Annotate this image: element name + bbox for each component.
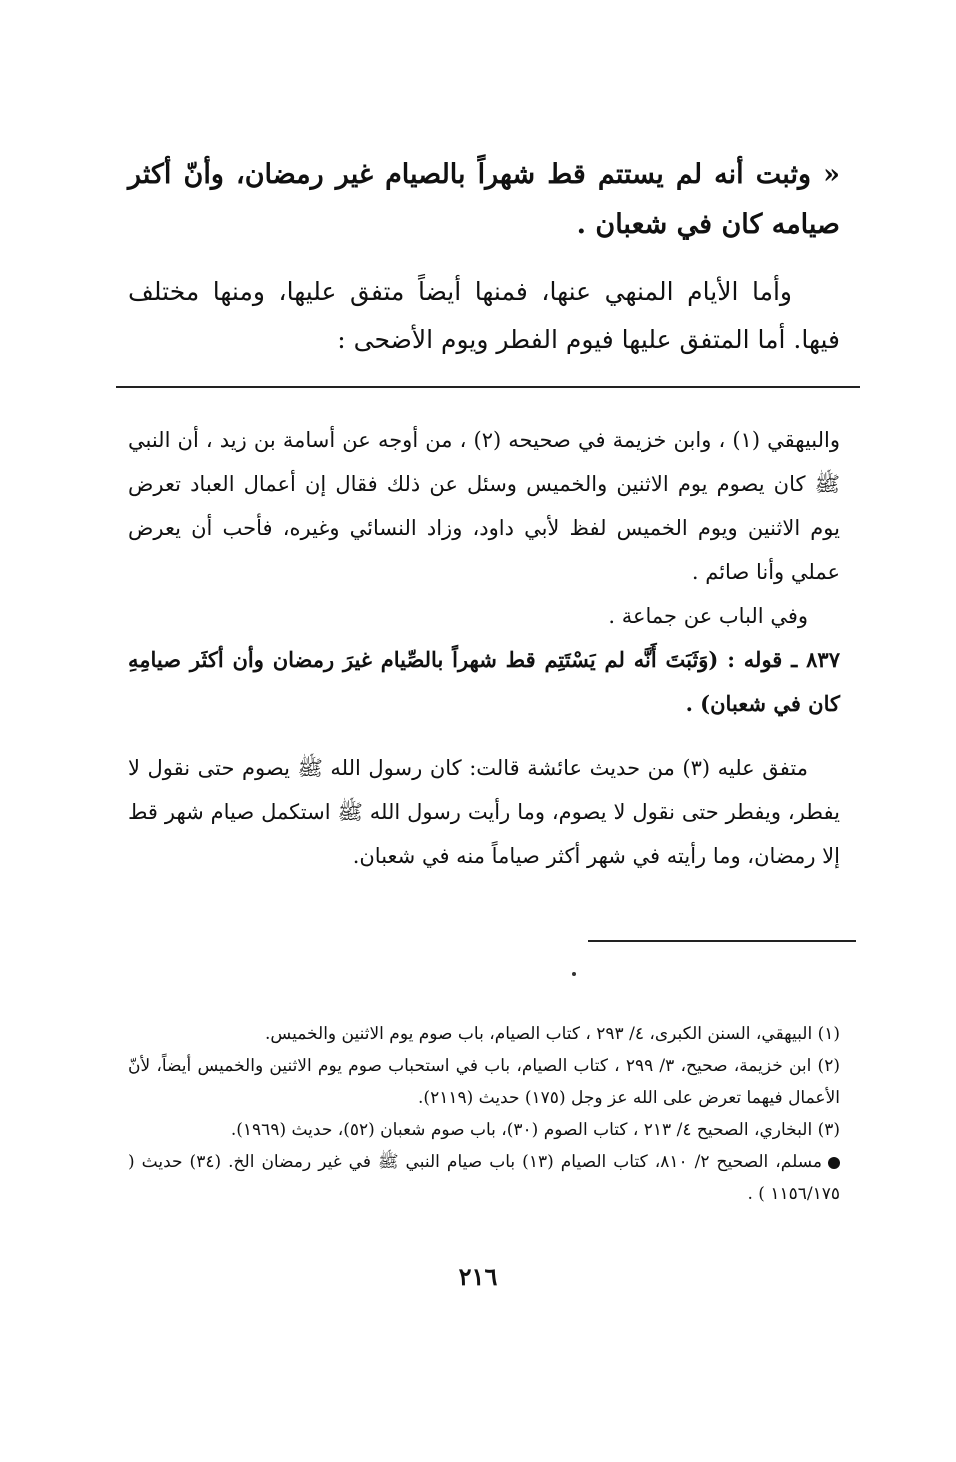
stray-dot: [572, 972, 576, 976]
page-number: ٢١٦: [458, 1262, 498, 1291]
main-paragraph: وأما الأيام المنهي عنها، فمنها أيضاً متفق عليها، ومنها مختلف فيها. أما المتفق عليها فيوم الفطر ويوم الأضحى :: [128, 277, 840, 354]
footnote-item-bulleted: [128, 1146, 840, 1210]
footnote-divider-line: [588, 940, 856, 942]
commentary-paragraph: وفي الباب عن جماعة .: [608, 604, 808, 628]
paragraph-gap: [128, 726, 840, 746]
footnote-item: (١) البيهقي، السنن الكبرى، ٤/ ٢٩٣ ، كتاب الصيام، باب صوم يوم الاثنين والخميس.: [265, 1024, 840, 1044]
main-quote-text: « وثبت أنه لم يستتم قط شهراً بالصيام غير رمضان، وأنّ أكثر صيامه كان في شعبان .: [128, 159, 840, 240]
commentary-paragraph: متفق عليه (٣) من حديث عائشة قالت: كان رسول الله ﷺ يصوم حتى نقول لا يفطر، ويفطر حتى نقول لا يصوم، وما رأيت رسول الله ﷺ استكمل صيام شهر قط إلا رمضان، وما رأيته في شهر أكثر صياماً منه في شعبان.: [128, 756, 840, 868]
bullet-icon: [828, 1157, 840, 1169]
footnote-item: (٢) ابن خزيمة، صحيح، ٣/ ٢٩٩ ، كتاب الصيام، باب في استحباب صوم يوم الاثنين والخميس أيضاً، لأنّ الأعمال فيهما تعرض على الله عز وجل (١٧٥) حديث (٢١١٩).: [128, 1056, 840, 1108]
main-divider-line: [116, 386, 860, 388]
commentary-paragraph: والبيهقي (١) ، وابن خزيمة في صحيحه (٢) ، من أوجه عن أسامة بن زيد ، أن النبي ﷺ كان يصوم يوم الاثنين والخميس وسئل عن ذلك فقال إن أعمال العباد تعرض يوم الاثنين ويوم الخميس لفظ لأبي داود، وزاد النسائي وغيره، فأحب أن يعرض عملي وأنا صائم .: [128, 428, 840, 584]
footnote-item: (٣) البخاري، الصحيح ٤/ ٢١٣ ، كتاب الصوم (٣٠)، باب صوم شعبان (٥٢)، حديث (١٩٦٩).: [230, 1120, 840, 1140]
commentary-section: [128, 418, 840, 878]
footnotes-section: [128, 1018, 840, 1210]
matn-quote-837: ٨٣٧ ـ قوله : (وَثَبَتَ أَنَّه لم يَسْتَتِم قط شهراً بالصِّيام غيرَ رمضان وأن أكثَر صيامِهِ كان في شعبان) .: [128, 647, 840, 716]
footnote-text: مسلم، الصحيح ٢/ ٨١٠، كتاب الصيام (١٣) باب صيام النبي ﷺ في غير رمضان الخ. (٣٤) حديث ( ١١٥٦/١٧٥ ) .: [128, 1152, 840, 1204]
